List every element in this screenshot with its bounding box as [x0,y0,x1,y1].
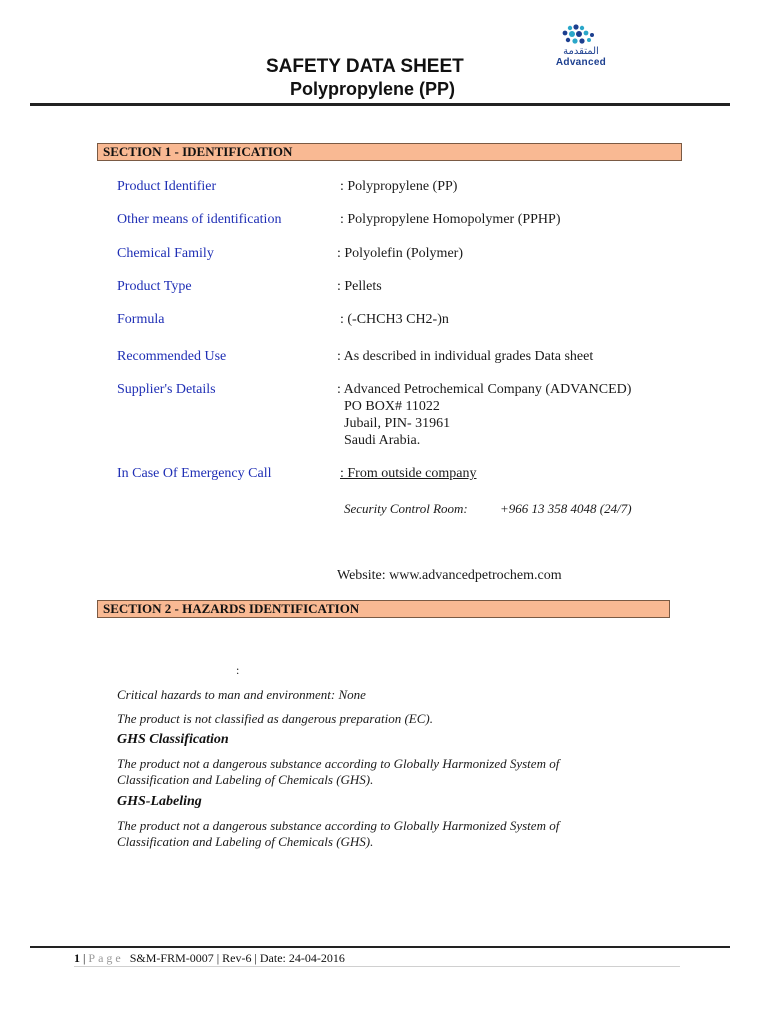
label-recommended-use: Recommended Use [117,349,227,364]
label-emergency-call: In Case Of Emergency Call [117,466,272,481]
value-chemical-family: : Polyolefin (Polymer) [337,246,463,261]
value-supplier-company: : Advanced Petrochemical Company (ADVANCED) [337,382,632,397]
value-formula: : (-CHCH3 CH2-)n [340,312,449,327]
footer-divider [30,946,730,948]
website-text: Website: www.advancedpetrochem.com [337,568,562,583]
ghs-classification-text-1: The product not a dangerous substance according to Globally Harmonized System of [117,756,560,771]
label-other-means: Other means of identification [117,212,282,227]
security-control-room-phone: +966 13 358 4048 (24/7) [500,501,632,516]
value-supplier-pobox: PO BOX# 11022 [344,399,440,414]
value-recommended-use: : As described in individual grades Data sheet [337,349,594,364]
section1-heading: SECTION 1 - IDENTIFICATION [97,143,682,161]
ghs-classification-heading: GHS Classification [117,732,229,747]
critical-hazards-text: Critical hazards to man and environment: None [117,687,366,702]
value-emergency-call: : From outside company [340,466,477,481]
label-product-type: Product Type [117,279,192,294]
value-other-means: : Polypropylene Homopolymer (PPHP) [340,212,561,227]
logo-arabic-text: المتقدمة [563,46,599,57]
page-word: Page [88,951,124,965]
label-product-identifier: Product Identifier [117,179,217,194]
header-divider [30,103,730,106]
security-control-room-label: Security Control Room: [344,501,468,516]
ghs-labeling-text-1: The product not a dangerous substance according to Globally Harmonized System of [117,818,560,833]
section2-colon: : [236,663,240,677]
page-footer [74,951,345,966]
value-product-type: : Pellets [337,279,382,294]
value-supplier-city: Jubail, PIN- 31961 [344,416,451,431]
not-classified-text: The product is not classified as dangerous preparation (EC). [117,711,433,726]
page-number: 1 [74,951,80,965]
logo-english-text: Advanced [555,57,607,68]
document-subtitle: Polypropylene (PP) [290,79,456,99]
label-formula: Formula [117,312,165,327]
document-info: S&M-FRM-0007 | Rev-6 | Date: 24-04-2016 [129,951,345,965]
label-chemical-family: Chemical Family [117,246,214,261]
value-supplier-country: Saudi Arabia. [344,433,421,448]
ghs-labeling-text-2: Classification and Labeling of Chemicals (GHS). [117,834,374,849]
section2-heading: SECTION 2 - HAZARDS IDENTIFICATION [97,600,670,618]
document-title: SAFETY DATA SHEET [266,56,464,77]
ghs-labeling-heading: GHS-Labeling [117,794,202,809]
footer-underline [74,966,680,967]
label-suppliers-details: Supplier's Details [117,382,216,397]
value-product-identifier: : Polypropylene (PP) [340,179,458,194]
ghs-classification-text-2: Classification and Labeling of Chemicals (GHS). [117,772,374,787]
footer-separator: | [80,951,89,965]
